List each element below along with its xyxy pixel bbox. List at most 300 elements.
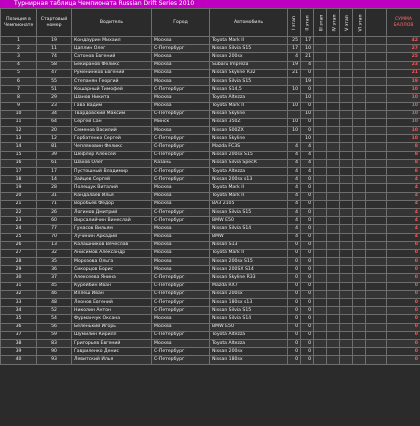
city-cell: С-Петербург <box>152 45 210 53</box>
stage-1-cell <box>288 77 301 85</box>
sum-cell: 0 <box>387 315 420 323</box>
car-cell: Nissan 200sx <box>210 290 288 298</box>
position-cell: 36 <box>1 323 37 331</box>
city-cell: С-Петербург <box>152 331 210 339</box>
stage-1-cell: 0 <box>288 274 301 282</box>
stage-6-cell <box>353 192 366 200</box>
city-cell: Москва <box>152 102 210 110</box>
stage-3-cell <box>314 102 327 110</box>
spacer-cell <box>366 249 387 257</box>
spacer-cell <box>366 45 387 53</box>
stage-3-cell <box>314 94 327 102</box>
table-row <box>1 266 420 274</box>
table-row <box>1 61 420 69</box>
spacer-cell <box>366 168 387 176</box>
stage-5-cell <box>340 37 353 45</box>
sum-cell: 4 <box>387 192 420 200</box>
sum-cell: 10 <box>387 110 420 118</box>
stage-4-cell <box>327 315 340 323</box>
city-cell: Москва <box>152 258 210 266</box>
position-cell: 35 <box>1 315 37 323</box>
table-row <box>1 77 420 85</box>
standings-table <box>0 8 420 365</box>
stage-2-cell: 0 <box>301 217 314 225</box>
start-number-cell: 54 <box>37 315 72 323</box>
driver-cell: Шефлер Алексей <box>72 151 152 159</box>
stage-6-cell <box>353 94 366 102</box>
table-row <box>1 249 420 257</box>
sum-cell: 10 <box>387 86 420 94</box>
stage-5-cell <box>340 217 353 225</box>
stage-1-cell: 4 <box>288 184 301 192</box>
start-number-cell: 20 <box>37 127 72 135</box>
stage-1-cell: 4 <box>288 233 301 241</box>
stage-2-cell: 0 <box>301 339 314 347</box>
stage-1-cell: 0 <box>288 282 301 290</box>
table-row <box>1 159 420 167</box>
header-start-number: Стартовый номер <box>37 9 72 37</box>
city-cell: Москва <box>152 249 210 257</box>
city-cell: С-Петербург <box>152 307 210 315</box>
start-number-cell: 34 <box>37 110 72 118</box>
stage-1-cell: 0 <box>288 241 301 249</box>
spacer-cell <box>366 307 387 315</box>
driver-cell: Иллеш Иван <box>72 290 152 298</box>
spacer-cell <box>366 315 387 323</box>
stage-6-cell <box>353 315 366 323</box>
car-cell: Nissan Silvia S14 <box>210 315 288 323</box>
stage-2-cell: 0 <box>301 274 314 282</box>
driver-cell: Вирсалийчин Винеслай <box>72 217 152 225</box>
driver-cell: Лучинин Аркадий <box>72 233 152 241</box>
stage-3-cell <box>314 168 327 176</box>
stage-4-cell <box>327 217 340 225</box>
spacer-cell <box>366 135 387 143</box>
stage-6-cell <box>353 339 366 347</box>
spacer-cell <box>366 258 387 266</box>
position-cell: 34 <box>1 307 37 315</box>
car-cell: Nissan Silvia SpecR <box>210 159 288 167</box>
stage-2-cell: 0 <box>301 184 314 192</box>
stage-2-cell: 4 <box>301 143 314 151</box>
stage-6-cell <box>353 282 366 290</box>
start-number-cell: 70 <box>37 233 72 241</box>
driver-cell: Бекиранов Феликс <box>72 61 152 69</box>
city-cell: С-Петербург <box>152 274 210 282</box>
stage-6-cell <box>353 168 366 176</box>
city-cell: Москва <box>152 241 210 249</box>
header-position: Позиция в Чемпионате <box>1 9 37 37</box>
header-stage-3: III этап <box>314 9 327 37</box>
start-number-cell: 36 <box>37 266 72 274</box>
position-cell: 26 <box>1 241 37 249</box>
position-cell: 18 <box>1 176 37 184</box>
stage-5-cell <box>340 282 353 290</box>
stage-1-cell: 4 <box>288 53 301 61</box>
stage-5-cell <box>340 208 353 216</box>
stage-2-cell: 10 <box>301 110 314 118</box>
header-stage-6: VI этап <box>353 9 366 37</box>
stage-1-cell: 0 <box>288 331 301 339</box>
stage-3-cell <box>314 118 327 126</box>
stage-3-cell <box>314 200 327 208</box>
position-cell: 13 <box>1 135 37 143</box>
sum-cell: 19 <box>387 77 420 85</box>
stage-4-cell <box>327 225 340 233</box>
spacer-cell <box>366 94 387 102</box>
stage-3-cell <box>314 356 327 364</box>
table-body <box>1 37 420 365</box>
position-cell: 7 <box>1 86 37 94</box>
car-cell: Nissan 180sx s13 <box>210 299 288 307</box>
sum-cell: 0 <box>387 258 420 266</box>
spacer-cell <box>366 118 387 126</box>
stage-1-cell: 0 <box>288 258 301 266</box>
spacer-cell <box>366 184 387 192</box>
stage-5-cell <box>340 266 353 274</box>
table-row <box>1 86 420 94</box>
sum-cell: 0 <box>387 282 420 290</box>
driver-cell: Полещук Виталий <box>72 184 152 192</box>
position-cell: 29 <box>1 266 37 274</box>
stage-4-cell <box>327 208 340 216</box>
stage-6-cell <box>353 143 366 151</box>
driver-cell: Шахов Олег <box>72 159 152 167</box>
header-stage-5: V этап <box>340 9 353 37</box>
sum-cell: 0 <box>387 266 420 274</box>
car-cell: Nissan S00ZX <box>210 127 288 135</box>
stage-1-cell: 4 <box>288 176 301 184</box>
sum-cell: 0 <box>387 241 420 249</box>
stage-4-cell <box>327 282 340 290</box>
spacer-cell <box>366 290 387 298</box>
stage-6-cell <box>353 290 366 298</box>
stage-4-cell <box>327 233 340 241</box>
start-number-cell: 28 <box>37 184 72 192</box>
stage-2-cell: 10 <box>301 45 314 53</box>
sum-cell: 8 <box>387 151 420 159</box>
stage-5-cell <box>340 315 353 323</box>
stage-5-cell <box>340 176 353 184</box>
driver-cell: Шумилин Кирилл <box>72 331 152 339</box>
header-row <box>1 9 420 37</box>
table-row <box>1 258 420 266</box>
start-number-cell: 26 <box>37 208 72 216</box>
stage-4-cell <box>327 135 340 143</box>
stage-1-cell: 0 <box>288 249 301 257</box>
stage-1-cell: 21 <box>288 69 301 77</box>
spacer-cell <box>366 69 387 77</box>
stage-6-cell <box>353 258 366 266</box>
stage-6-cell <box>353 135 366 143</box>
stage-1-cell: 4 <box>288 208 301 216</box>
city-cell: С-Петербург <box>152 151 210 159</box>
stage-5-cell <box>340 225 353 233</box>
stage-6-cell <box>353 77 366 85</box>
spacer-cell <box>366 266 387 274</box>
stage-5-cell <box>340 102 353 110</box>
car-cell: Nissan Silvia S14 <box>210 225 288 233</box>
start-number-cell: 59 <box>37 331 72 339</box>
city-cell: С-Петербург <box>152 176 210 184</box>
stage-4-cell <box>327 143 340 151</box>
start-number-cell: 45 <box>37 282 72 290</box>
stage-4-cell <box>327 331 340 339</box>
driver-cell: Сергей Сан <box>72 118 152 126</box>
stage-6-cell <box>353 266 366 274</box>
stage-3-cell <box>314 290 327 298</box>
stage-2-cell: 0 <box>301 315 314 323</box>
car-cell: Toyota Altezza <box>210 168 288 176</box>
start-number-cell: 39 <box>37 151 72 159</box>
header-stage-1: I этап <box>288 9 301 37</box>
start-number-cell: 58 <box>37 61 72 69</box>
stage-3-cell <box>314 282 327 290</box>
stage-3-cell <box>314 233 327 241</box>
driver-cell: Николин Антон <box>72 307 152 315</box>
stage-5-cell <box>340 94 353 102</box>
car-cell: Nissan Silvia S15 <box>210 208 288 216</box>
stage-5-cell <box>340 151 353 159</box>
sum-cell: 0 <box>387 249 420 257</box>
car-cell: ВАЗ 2105 <box>210 200 288 208</box>
stage-2-cell: 0 <box>301 200 314 208</box>
driver-cell: Цаплин Олег <box>72 45 152 53</box>
stage-2-cell: 0 <box>301 299 314 307</box>
stage-4-cell <box>327 307 340 315</box>
car-cell: Mazda FC3S <box>210 143 288 151</box>
position-cell: 17 <box>1 168 37 176</box>
stage-6-cell <box>353 217 366 225</box>
stage-5-cell <box>340 249 353 257</box>
car-cell: BMW <box>210 233 288 241</box>
sum-cell: 10 <box>387 94 420 102</box>
table-row <box>1 151 420 159</box>
spacer-cell <box>366 356 387 364</box>
stage-2-cell: 4 <box>301 159 314 167</box>
city-cell: Москва <box>152 225 210 233</box>
car-cell: Nissan 200sx <box>210 348 288 356</box>
car-cell: Toyota Mark II <box>210 192 288 200</box>
driver-cell: Калашников Вячеслав <box>72 241 152 249</box>
stage-5-cell <box>340 233 353 241</box>
stage-6-cell <box>353 102 366 110</box>
stage-1-cell: 0 <box>288 315 301 323</box>
stage-3-cell <box>314 127 327 135</box>
table-row <box>1 307 420 315</box>
start-number-cell: 11 <box>37 45 72 53</box>
stage-1-cell <box>288 94 301 102</box>
stage-4-cell <box>327 176 340 184</box>
table-row <box>1 168 420 176</box>
start-number-cell: 46 <box>37 290 72 298</box>
position-cell: 1 <box>1 37 37 45</box>
spacer-cell <box>366 225 387 233</box>
header-sum: СУММА БАЛЛОВ <box>387 9 420 37</box>
driver-cell: Семенов Василий <box>72 127 152 135</box>
position-cell: 30 <box>1 274 37 282</box>
car-cell: Nissan 200sx <box>210 53 288 61</box>
table-row <box>1 37 420 45</box>
car-cell: Nissan Skyline R33 <box>210 274 288 282</box>
driver-cell: Степанян Георгий <box>72 77 152 85</box>
stage-4-cell <box>327 159 340 167</box>
driver-cell: Анисимов Александр <box>72 249 152 257</box>
table-row <box>1 282 420 290</box>
stage-4-cell <box>327 200 340 208</box>
stage-4-cell <box>327 53 340 61</box>
stage-5-cell <box>340 331 353 339</box>
position-cell: 10 <box>1 110 37 118</box>
stage-3-cell <box>314 307 327 315</box>
sum-cell: 8 <box>387 159 420 167</box>
stage-3-cell <box>314 151 327 159</box>
city-cell: Москва <box>152 61 210 69</box>
table-row <box>1 184 420 192</box>
start-number-cell: 32 <box>37 249 72 257</box>
spacer-cell <box>366 77 387 85</box>
position-cell: 6 <box>1 77 37 85</box>
car-cell: Nissan S14,5 <box>210 86 288 94</box>
stage-2-cell: 0 <box>301 241 314 249</box>
position-cell: 28 <box>1 258 37 266</box>
city-cell: Москва <box>152 94 210 102</box>
stage-3-cell <box>314 249 327 257</box>
stage-6-cell <box>353 331 366 339</box>
table-row <box>1 217 420 225</box>
stage-2-cell: 0 <box>301 331 314 339</box>
sum-cell: 0 <box>387 356 420 364</box>
header-stage-4: IV этап <box>327 9 340 37</box>
stage-5-cell <box>340 159 353 167</box>
spacer-cell <box>366 102 387 110</box>
car-cell: Nissan Skyline R32 <box>210 69 288 77</box>
driver-cell: Гава Вадим <box>72 102 152 110</box>
stage-3-cell <box>314 331 327 339</box>
city-cell: С-Петербург <box>152 299 210 307</box>
position-cell: 15 <box>1 151 37 159</box>
table-row <box>1 299 420 307</box>
stage-4-cell <box>327 118 340 126</box>
sum-cell: 4 <box>387 176 420 184</box>
stage-3-cell <box>314 77 327 85</box>
table-row <box>1 331 420 339</box>
driver-cell: Леонов Евгений <box>72 299 152 307</box>
spacer-cell <box>366 110 387 118</box>
car-cell: Nissan Silvia S15 <box>210 45 288 53</box>
sum-cell: 0 <box>387 290 420 298</box>
spacer-cell <box>366 217 387 225</box>
car-cell: Nissan 200sx s13 <box>210 176 288 184</box>
position-cell: 33 <box>1 299 37 307</box>
stage-3-cell <box>314 274 327 282</box>
stage-4-cell <box>327 356 340 364</box>
stage-6-cell <box>353 307 366 315</box>
stage-4-cell <box>327 168 340 176</box>
stage-3-cell <box>314 53 327 61</box>
stage-1-cell: 0 <box>288 299 301 307</box>
table-row <box>1 339 420 347</box>
table-row <box>1 315 420 323</box>
stage-1-cell: 0 <box>288 356 301 364</box>
stage-5-cell <box>340 274 353 282</box>
spacer-cell <box>366 53 387 61</box>
city-cell: Москва <box>152 323 210 331</box>
driver-cell: Логинов Дмитрий <box>72 208 152 216</box>
stage-6-cell <box>353 348 366 356</box>
driver-cell: Левитский Илья <box>72 356 152 364</box>
stage-4-cell <box>327 86 340 94</box>
table-row <box>1 225 420 233</box>
stage-6-cell <box>353 323 366 331</box>
table-row <box>1 94 420 102</box>
stage-2-cell: 4 <box>301 61 314 69</box>
stage-2-cell: 0 <box>301 282 314 290</box>
position-cell: 8 <box>1 94 37 102</box>
position-cell: 16 <box>1 159 37 167</box>
spacer-cell <box>366 233 387 241</box>
spacer-cell <box>366 200 387 208</box>
spacer-cell <box>366 323 387 331</box>
stage-6-cell <box>353 176 366 184</box>
driver-cell: Зайцев Сергей <box>72 176 152 184</box>
city-cell: Москва <box>152 266 210 274</box>
car-cell: Toyota Mark II <box>210 249 288 257</box>
table-row <box>1 241 420 249</box>
stage-4-cell <box>327 299 340 307</box>
driver-cell: Шанов Никита <box>72 94 152 102</box>
stage-3-cell <box>314 69 327 77</box>
position-cell: 12 <box>1 127 37 135</box>
stage-2-cell: 0 <box>301 127 314 135</box>
stage-1-cell: 0 <box>288 290 301 298</box>
stage-6-cell <box>353 249 366 257</box>
position-cell: 31 <box>1 282 37 290</box>
sum-cell: 0 <box>387 307 420 315</box>
start-number-cell: 60 <box>37 217 72 225</box>
stage-2-cell: 0 <box>301 356 314 364</box>
spacer-cell <box>366 86 387 94</box>
stage-5-cell <box>340 184 353 192</box>
driver-cell: Кошарный Тимофей <box>72 86 152 94</box>
spacer-cell <box>366 299 387 307</box>
spacer-cell <box>366 159 387 167</box>
stage-6-cell <box>353 53 366 61</box>
table-row <box>1 233 420 241</box>
table-row <box>1 53 420 61</box>
spacer-cell <box>366 348 387 356</box>
car-cell: Nissan 200sx S15 <box>210 258 288 266</box>
city-cell: Москва <box>152 315 210 323</box>
city-cell: С-Петербург <box>152 356 210 364</box>
stage-6-cell <box>353 274 366 282</box>
driver-cell: Григорьев Евгений <box>72 339 152 347</box>
city-cell: Москва <box>152 339 210 347</box>
position-cell: 4 <box>1 61 37 69</box>
start-number-cell: 14 <box>37 176 72 184</box>
table-row <box>1 127 420 135</box>
stage-4-cell <box>327 339 340 347</box>
stage-2-cell: 0 <box>301 323 314 331</box>
stage-6-cell <box>353 37 366 45</box>
car-cell: Nissan 180sx <box>210 356 288 364</box>
stage-5-cell <box>340 258 353 266</box>
stage-5-cell <box>340 118 353 126</box>
car-cell: Mazda RX7 <box>210 282 288 290</box>
sum-cell: 8 <box>387 168 420 176</box>
stage-4-cell <box>327 348 340 356</box>
spacer-cell <box>366 127 387 135</box>
